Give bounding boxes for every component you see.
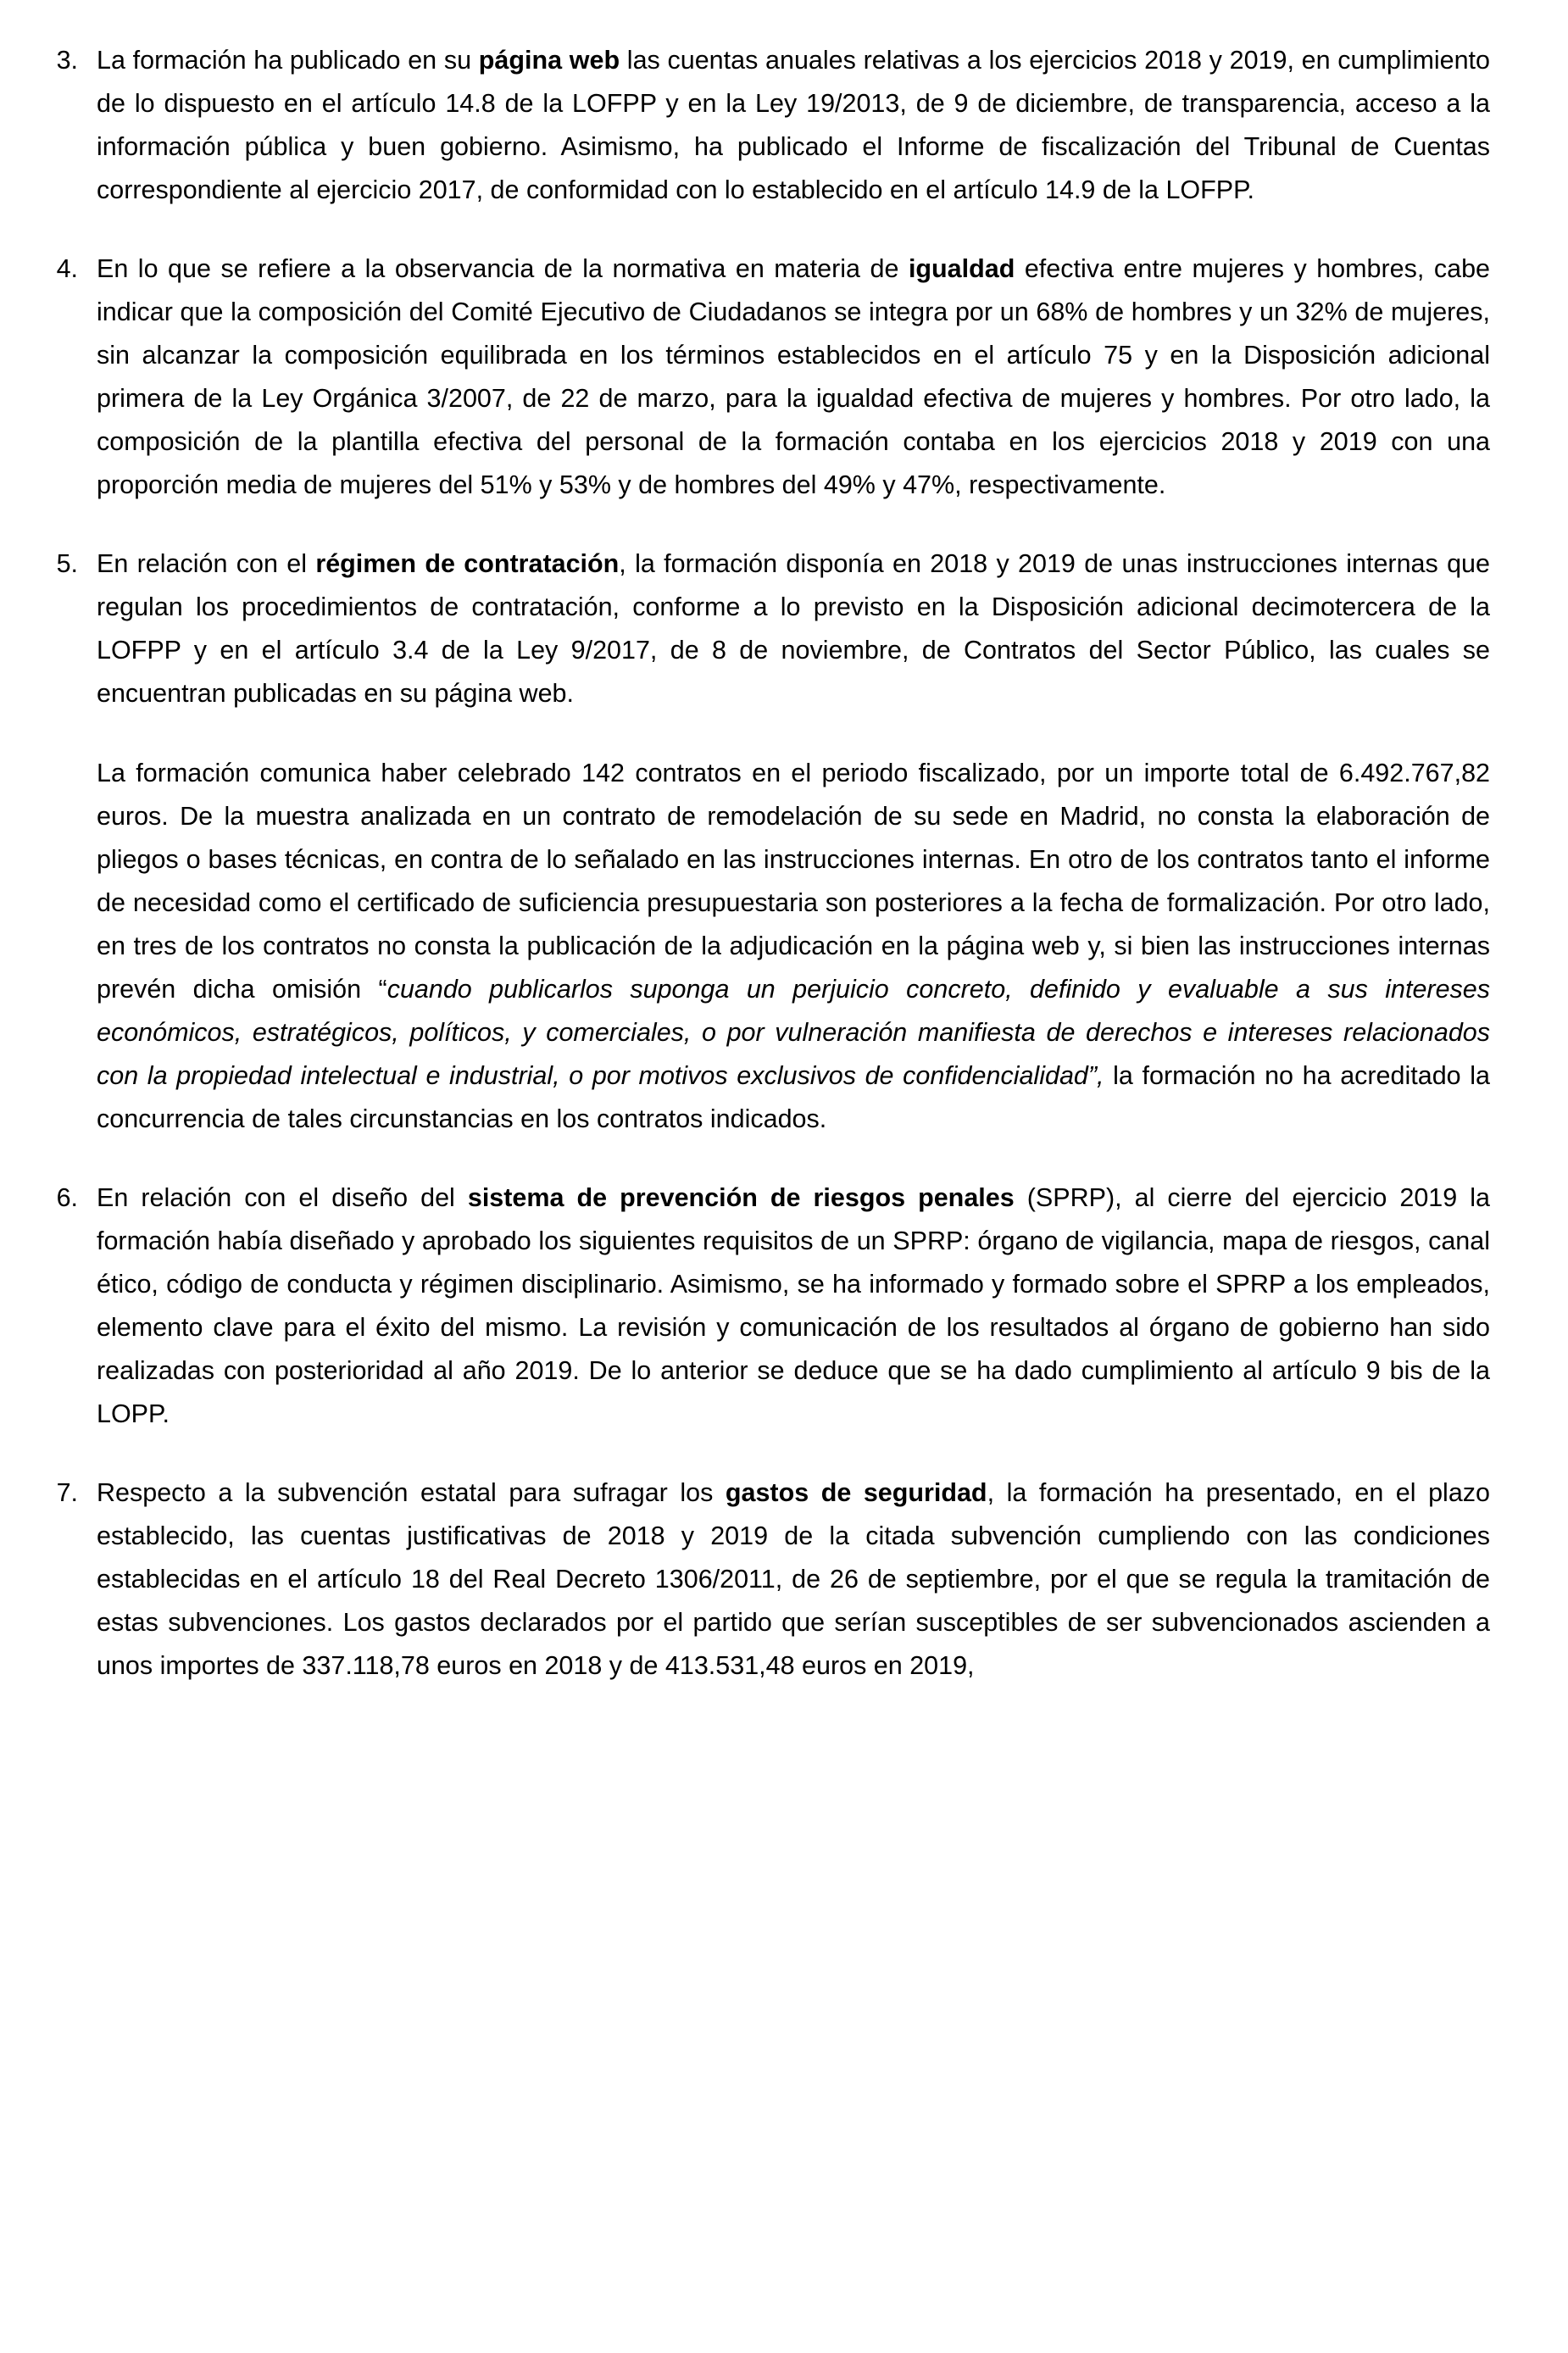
numbered-item (49, 542, 1490, 1141)
text-run: efectiva entre mujeres y hombres, cabe indicar que la composición del Comité Ejecutivo de Ciudadanos se integra por un 68% de hombres y un 32% de mujeres, sin alcanzar la composición equilibrada en los términos establecidos en el artículo 75 y en la Disposición adicional primera de la Ley Orgánica 3/2007, de 22 de marzo, para la igualdad efectiva de mujeres y hombres. Por otro lado, la composición de la plantilla efectiva del personal de la formación contaba en los ejercicios 2018 y 2019 con una proporción media de mujeres del 51% y 53% y de hombres del 49% y 47%, respectivamente. (97, 254, 1490, 499)
numbered-item (49, 1176, 1490, 1436)
numbered-item (49, 39, 1490, 212)
numbered-item (49, 248, 1490, 507)
paragraph (97, 1471, 1490, 1688)
text-run: En relación con el diseño del (97, 1183, 468, 1212)
paragraph (97, 39, 1490, 212)
item-number: 6. (56, 1183, 78, 1212)
paragraph (97, 752, 1490, 1141)
item-body (97, 248, 1490, 507)
numbered-item-list (49, 39, 1490, 1688)
text-run: En lo que se refiere a la observancia de la normativa en materia de (97, 254, 909, 283)
item-number: 4. (56, 254, 78, 283)
bold-term: sistema de prevención de riesgos penales (467, 1183, 1015, 1212)
text-run: La formación ha publicado en su (97, 46, 479, 75)
item-number: 3. (56, 46, 78, 75)
numbered-item (49, 1471, 1490, 1688)
bold-term: página web (478, 46, 620, 75)
text-run: la formación no ha acreditado la concurrencia de tales circunstancias en los contratos indicados. (97, 1061, 1490, 1133)
item-body (97, 1471, 1490, 1688)
text-run: , la formación ha presentado, en el plazo establecido, las cuentas justificativas de 2018 y 2019 de la citada subvención cumpliendo con las condiciones establecidas en el artículo 18 del Real Decreto 1306/2011, de 26 de septiembre, por el que se regula la tramitación de estas subvenciones. Los gastos declarados por el partido que serían susceptibles de ser subvencionados ascienden a unos importes de 337.118,78 euros en 2018 y de 413.531,48 euros en 2019, (97, 1478, 1490, 1680)
bold-term: régimen de contratación (315, 549, 620, 578)
text-run: La formación comunica haber celebrado 142 contratos en el periodo fiscalizado, por un importe total de 6.492.767,82 euros. De la muestra analizada en un contrato de remodelación de su sede en Madrid, no consta la elaboración de pliegos o bases técnicas, en contra de lo señalado en las instrucciones internas. En otro de los contratos tanto el informe de necesidad como el certificado de suficiencia presupuestaria son posteriores a la fecha de formalización. Por otro lado, en tres de los contratos no consta la publicación de la adjudicación en la página web y, si bien las instrucciones internas prevén dicha omisión “ (97, 759, 1490, 1004)
item-body (97, 1176, 1490, 1436)
paragraph (97, 248, 1490, 507)
bold-term: igualdad (908, 254, 1015, 283)
text-run: (SPRP), al cierre del ejercicio 2019 la formación había diseñado y aprobado los siguientes requisitos de un SPRP: órgano de vigilancia, mapa de riesgos, canal ético, código de conducta y régimen disciplinario. Asimismo, se ha informado y formado sobre el SPRP a los empleados, elemento clave para el éxito del mismo. La revisión y comunicación de los resultados al órgano de gobierno han sido realizadas con posterioridad al año 2019. De lo anterior se deduce que se ha dado cumplimiento al artículo 9 bis de la LOPP. (97, 1183, 1491, 1428)
item-body (97, 542, 1490, 1141)
paragraph (97, 542, 1490, 715)
item-body (97, 39, 1490, 212)
text-run: las cuentas anuales relativas a los ejercicios 2018 y 2019, en cumplimiento de lo dispuesto en el artículo 14.8 de la LOFPP y en la Ley 19/2013, de 9 de diciembre, de transparencia, acceso a la información pública y buen gobierno. Asimismo, ha publicado el Informe de fiscalización del Tribunal de Cuentas correspondiente al ejercicio 2017, de conformidad con lo establecido en el artículo 14.9 de la LOFPP. (97, 46, 1490, 204)
bold-term: gastos de seguridad (725, 1478, 987, 1507)
paragraph (97, 1176, 1490, 1436)
text-run: , la formación disponía en 2018 y 2019 de unas instrucciones internas que regulan los procedimientos de contratación, conforme a lo previsto en la Disposición adicional decimotercera de la LOFPP y en el artículo 3.4 de la Ley 9/2017, de 8 de noviembre, de Contratos del Sector Público, las cuales se encuentran publicadas en su página web. (97, 549, 1490, 708)
quoted-text: cuando publicarlos suponga un perjuicio concreto, definido y evaluable a sus intereses económicos, estratégicos, políticos, y comerciales, o por vulneración manifiesta de derechos e intereses relacionados con la propiedad intelectual e industrial, o por motivos exclusivos de confidencialidad”, (97, 975, 1490, 1090)
item-number: 7. (56, 1478, 78, 1507)
text-run: Respecto a la subvención estatal para sufragar los (97, 1478, 726, 1507)
text-run: En relación con el (97, 549, 316, 578)
item-number: 5. (56, 549, 78, 578)
